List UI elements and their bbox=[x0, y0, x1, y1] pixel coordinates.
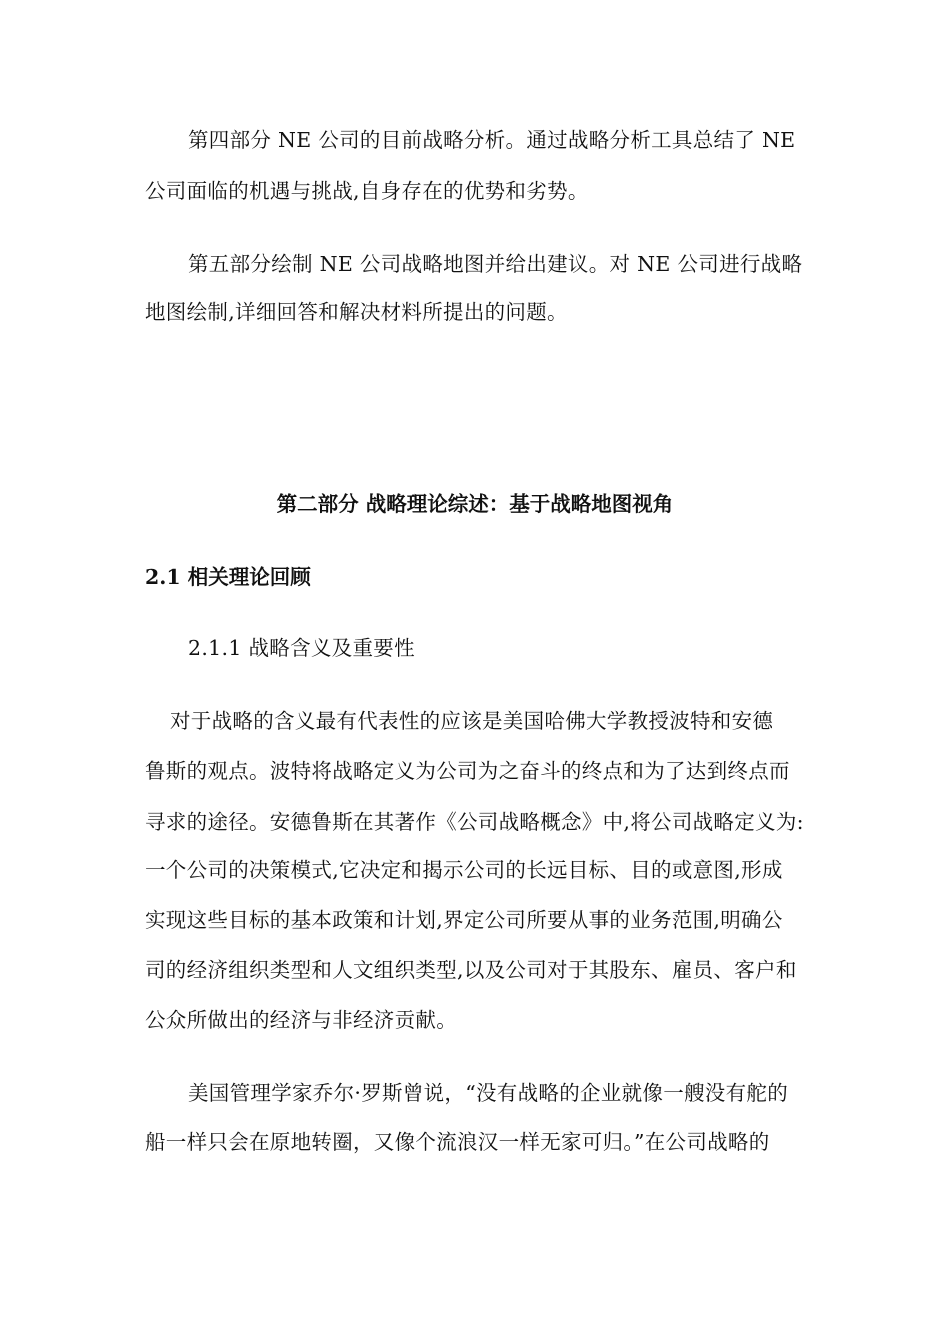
paragraph-line: 第四部分 NE 公司的目前战略分析。通过战略分析工具总结了 NE bbox=[188, 128, 796, 152]
paragraph-line: 地图绘制,详细回答和解决材料所提出的问题。 bbox=[145, 300, 568, 324]
paragraph-line: 公众所做出的经济与非经济贡献。 bbox=[145, 1008, 457, 1032]
subsection-heading: 2.1.1 战略含义及重要性 bbox=[188, 636, 415, 660]
paragraph-line: 寻求的途径。安德鲁斯在其著作《公司战略概念》中,将公司战略定义为: bbox=[145, 810, 804, 834]
paragraph-line: 船一样只会在原地转圈，又像个流浪汉一样无家可归。”在公司战略的 bbox=[145, 1130, 770, 1154]
paragraph-line: 第五部分绘制 NE 公司战略地图并给出建议。对 NE 公司进行战略 bbox=[188, 252, 803, 276]
paragraph-line: 一个公司的决策模式,它决定和揭示公司的长远目标、目的或意图,形成 bbox=[145, 858, 783, 882]
paragraph-line: 美国管理学家乔尔·罗斯曾说，“没有战略的企业就像一艘没有舵的 bbox=[188, 1081, 788, 1105]
paragraph-line: 实现这些目标的基本政策和计划,界定公司所要从事的业务范围,明确公 bbox=[145, 908, 783, 932]
chapter-heading: 第二部分 战略理论综述：基于战略地图视角 bbox=[276, 492, 674, 516]
section-heading: 2.1 相关理论回顾 bbox=[145, 565, 311, 589]
paragraph-line: 公司面临的机遇与挑战,自身存在的优势和劣势。 bbox=[145, 179, 589, 203]
paragraph-line: 鲁斯的观点。波特将战略定义为公司为之奋斗的终点和为了达到终点而 bbox=[145, 759, 790, 783]
paragraph-line: 对于战略的含义最有代表性的应该是美国哈佛大学教授波特和安德 bbox=[170, 709, 774, 733]
paragraph-line: 司的经济组织类型和人文组织类型,以及公司对于其股东、雇员、客户和 bbox=[145, 958, 797, 982]
